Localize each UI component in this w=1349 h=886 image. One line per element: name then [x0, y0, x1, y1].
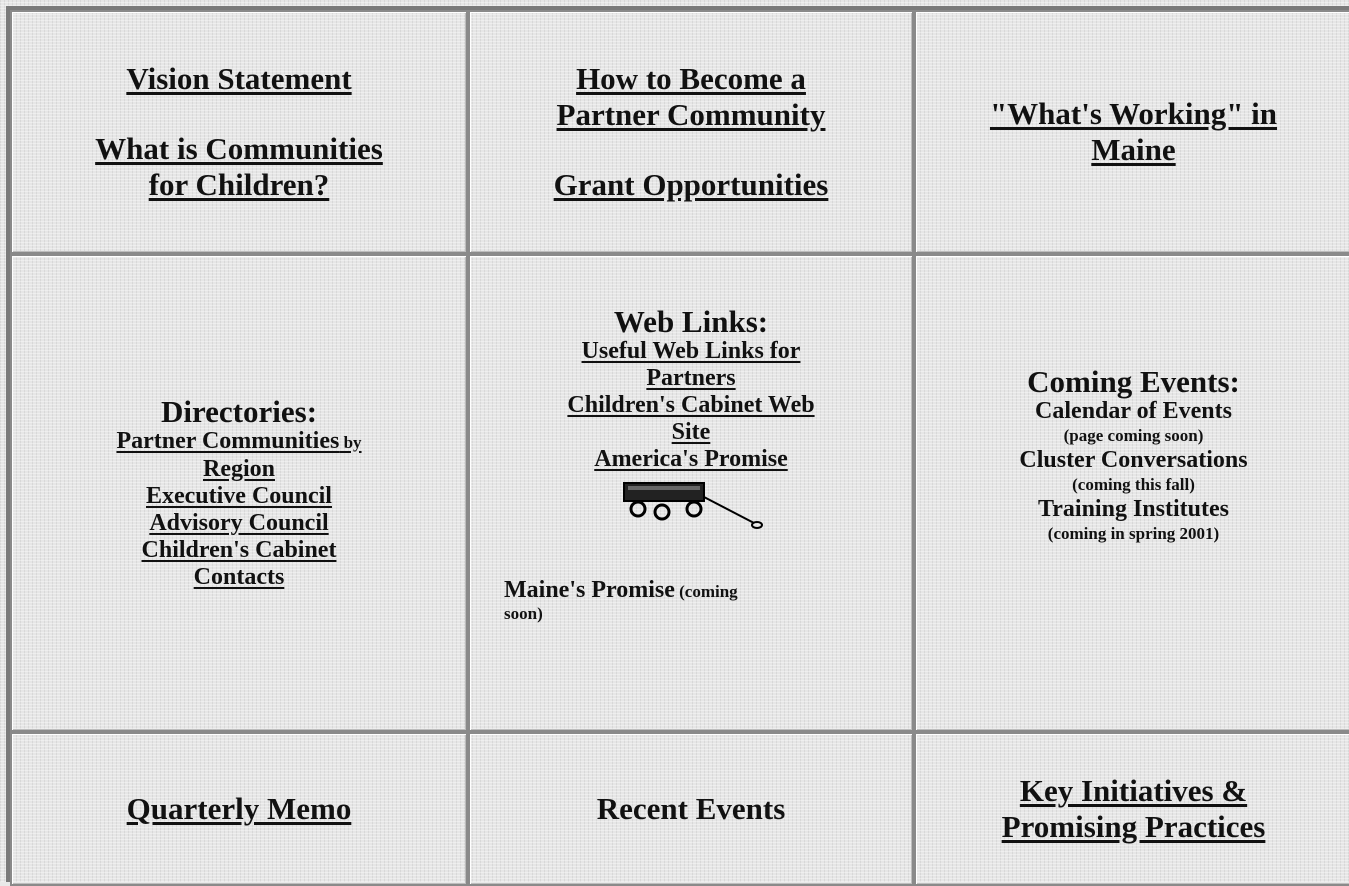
- maines-promise-label: Maine's Promise: [504, 577, 675, 603]
- cabinet-web-line-2: Site: [671, 419, 711, 445]
- cell-web-links: [468, 254, 914, 732]
- web-links-heading: Web Links:: [613, 304, 769, 339]
- advisory-council-link[interactable]: Advisory Council: [149, 509, 329, 536]
- partner-line-1: Partner Communities: [116, 427, 340, 454]
- recent-events-label: Recent Events: [596, 791, 786, 826]
- key-line-2: Promising Practices: [1001, 809, 1266, 844]
- training-note: (coming in spring 2001): [1047, 524, 1220, 543]
- cell-key-initiatives: [914, 732, 1349, 886]
- working-line-1: "What's Working" in: [989, 96, 1278, 131]
- cabinet-web-site-link[interactable]: [567, 392, 814, 445]
- useful-line-2: Partners: [646, 365, 736, 391]
- calendar-of-events: Calendar of Events: [1035, 398, 1232, 424]
- calendar-note: (page coming soon): [1063, 426, 1204, 445]
- what-is-line-2: for Children?: [148, 167, 330, 202]
- useful-line-1: Useful Web Links for: [581, 338, 801, 364]
- cell-partner-grants: [468, 10, 914, 254]
- coming-events-heading: Coming Events:: [1027, 364, 1240, 399]
- become-line-2: Partner Community: [556, 97, 826, 132]
- whats-working-link[interactable]: [990, 96, 1277, 168]
- cell-vision: [10, 10, 468, 254]
- partner-by: by: [339, 432, 362, 452]
- cluster-conversations: Cluster Conversations: [1019, 447, 1248, 473]
- red-wagon-icon[interactable]: [616, 477, 766, 535]
- cell-directories: [10, 254, 468, 732]
- cell-coming-events: [914, 254, 1349, 732]
- cell-quarterly-memo: [10, 732, 468, 886]
- key-initiatives-link[interactable]: [1002, 773, 1266, 845]
- partner-line-2: Region: [202, 455, 275, 482]
- training-institutes: Training Institutes: [1038, 496, 1229, 522]
- directories-heading: Directories:: [160, 393, 318, 429]
- key-line-1: Key Initiatives &: [1019, 773, 1248, 808]
- navigation-table: [6, 6, 1349, 882]
- maines-promise: [504, 577, 844, 624]
- maines-note-2: soon): [504, 604, 543, 623]
- cabinet-line-1: Children's Cabinet: [141, 536, 337, 563]
- cabinet-web-line-1: Children's Cabinet Web: [567, 392, 815, 418]
- what-is-line-1: What is Communities: [95, 131, 383, 166]
- grant-opportunities-link[interactable]: Grant Opportunities: [553, 167, 829, 202]
- quarterly-memo-link[interactable]: Quarterly Memo: [126, 791, 352, 826]
- cabinet-contacts-link[interactable]: [142, 537, 337, 590]
- executive-council-link[interactable]: Executive Council: [145, 482, 332, 509]
- cluster-note: (coming this fall): [1072, 475, 1195, 494]
- partner-communities-link[interactable]: [116, 428, 361, 482]
- vision-statement-link[interactable]: Vision Statement: [126, 61, 352, 96]
- become-partner-link[interactable]: [557, 61, 826, 133]
- what-is-communities-link[interactable]: [95, 131, 383, 203]
- americas-promise-link[interactable]: America's Promise: [594, 446, 788, 472]
- become-line-1: How to Become a: [576, 61, 806, 96]
- maines-note-1: (coming: [674, 582, 738, 601]
- cabinet-line-2: Contacts: [193, 563, 285, 590]
- cell-whats-working: [914, 10, 1349, 254]
- useful-web-links-link[interactable]: [582, 338, 801, 391]
- cell-recent-events: [468, 732, 914, 886]
- working-line-2: Maine: [1091, 132, 1176, 167]
